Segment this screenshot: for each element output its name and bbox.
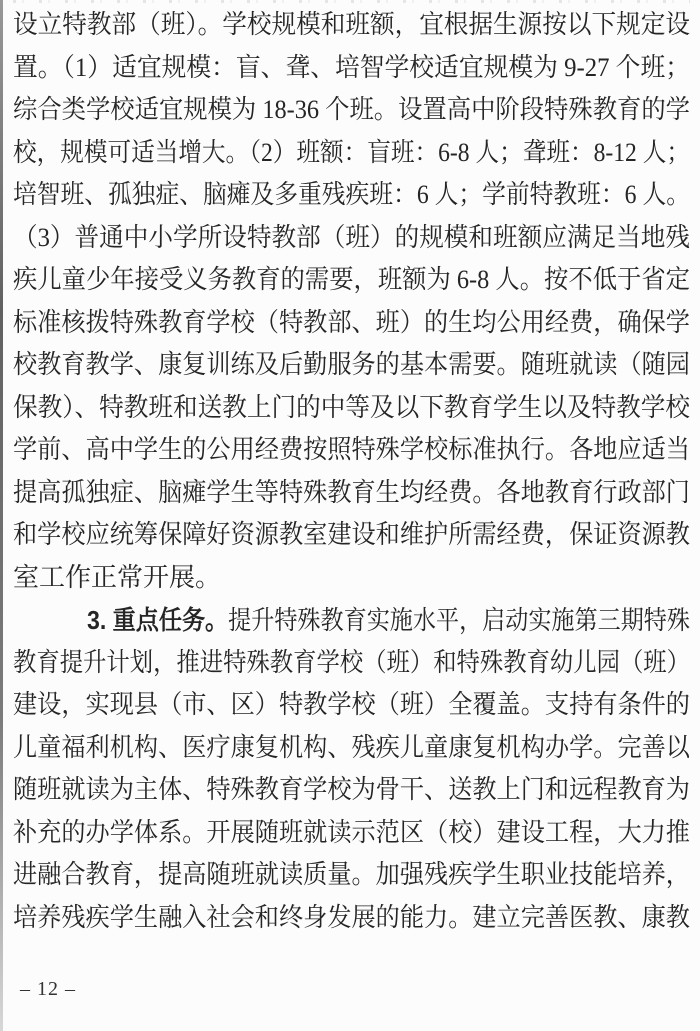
- text-line: [13, 259, 690, 302]
- document-body: [13, 4, 690, 939]
- text-run: 标准核拨特殊教育学校（特教部、班）的生均公用经费，确保学: [13, 307, 690, 337]
- text-run: 学前、高中学生的公用经费按照特殊学校标准执行。各地应适当: [13, 435, 690, 464]
- text-line: [13, 727, 690, 770]
- text-run: 设立特教部（班）。学校规模和班额，宜根据生源按以下规定设: [13, 10, 690, 39]
- text-line: [13, 47, 690, 90]
- text-run: 提升特殊教育实施水平，启动实施第三期特殊: [228, 606, 690, 635]
- text-line: [13, 514, 690, 557]
- text-run: 校，规模可适当增大。（2）班额：盲班：6-8 人；聋班：8-12 人；: [13, 137, 690, 167]
- page-number: – 12 –: [20, 978, 76, 1000]
- text-line: [13, 344, 690, 387]
- text-line: [13, 4, 690, 47]
- bold-run: 3. 重点任务。: [87, 605, 229, 635]
- text-run: 培智班、孤独症、脑瘫及多重残疾班：6 人；学前特教班：6 人。: [13, 180, 690, 209]
- text-run: 进融合教育，提高随班就读质量。加强残疾学生职业技能培养，: [13, 860, 690, 889]
- text-run: 教育提升计划，推进特殊教育学校（班）和特殊教育幼儿园（班）: [13, 647, 690, 677]
- text-run: 疾儿童少年接受义务教育的需要，班额为 6-8 人。按不低于省定: [13, 265, 690, 294]
- scan-left-edge: [0, 0, 3, 1031]
- text-run: 建设，实现县（市、区）特教学校（班）全覆盖。支持有条件的: [13, 690, 690, 719]
- text-line: [13, 599, 690, 642]
- text-line: [13, 854, 690, 897]
- text-run: （3）普通中小学所设特教部（班）的规模和班额应满足当地残: [13, 222, 690, 252]
- text-run: 儿童福利机构、医疗康复机构、残疾儿童康复机构办学。完善以: [13, 732, 690, 762]
- text-run: 补充的办学体系。开展随班就读示范区（校）建设工程，大力推: [13, 817, 690, 847]
- text-line: [13, 557, 690, 600]
- text-line: [13, 429, 690, 472]
- text-run: 综合类学校适宜规模为 18-36 个班。设置高中阶段特殊教育的学: [13, 95, 690, 124]
- text-run: 室工作正常开展。: [13, 562, 222, 592]
- text-line: [13, 812, 690, 855]
- text-line: [13, 174, 690, 217]
- text-run: 提高孤独症、脑瘫学生等特殊教育生均经费。各地教育行政部门: [13, 477, 690, 507]
- text-run: 培养残疾学生融入社会和终身发展的能力。建立完善医教、康教: [13, 902, 690, 932]
- text-line: [13, 897, 690, 940]
- text-run: 校教育教学、康复训练及后勤服务的基本需要。随班就读（随园: [13, 350, 690, 379]
- text-line: [13, 217, 690, 260]
- text-run: 置。（1）适宜规模：盲、聋、培智学校适宜规模为 9-27 个班；: [13, 52, 690, 82]
- text-run: 和学校应统筹保障好资源教室建设和维护所需经费，保证资源教: [13, 520, 690, 549]
- text-line: [13, 89, 690, 132]
- text-line: [13, 642, 690, 685]
- text-line: [13, 387, 690, 430]
- text-line: [13, 132, 690, 175]
- text-line: [13, 302, 690, 345]
- text-line: [13, 472, 690, 515]
- text-run: 保教）、特教班和送教上门的中等及以下教育学生以及特教学校: [13, 392, 690, 422]
- text-line: [13, 769, 690, 812]
- text-run: 随班就读为主体、特殊教育学校为骨干、送教上门和远程教育为: [13, 775, 690, 804]
- clipped-previous-line-artifact: [13, 0, 690, 3]
- text-line: [13, 684, 690, 727]
